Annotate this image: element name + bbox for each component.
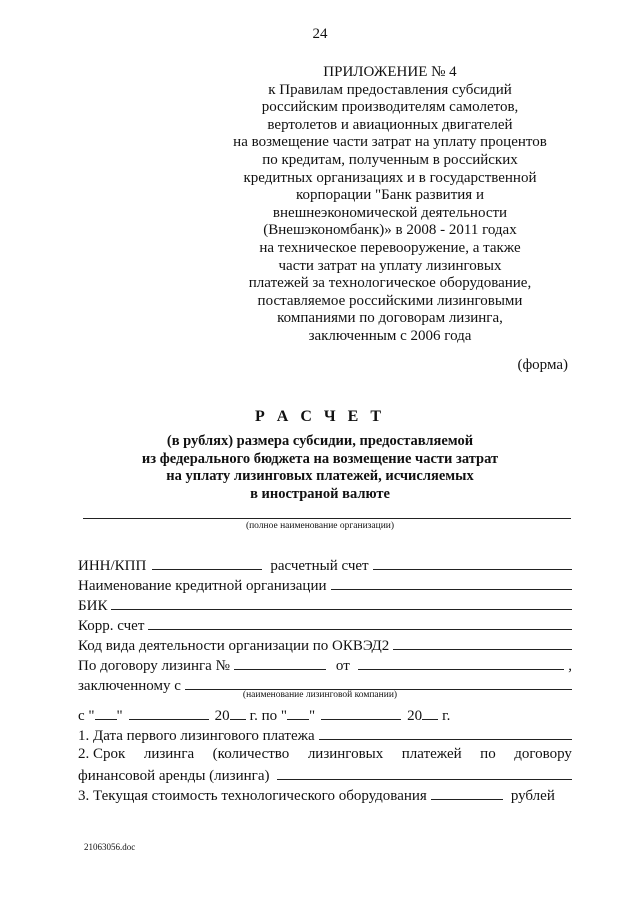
item2-word: договору (514, 746, 572, 762)
item3-label: 3. Текущая стоимость технологического оборудования (78, 788, 427, 804)
bik-field[interactable] (111, 595, 572, 610)
year-suffix: г. (442, 708, 451, 724)
item2-word: платежей (401, 746, 462, 762)
corr-account-row (78, 615, 572, 635)
account-label: расчетный счет (270, 558, 369, 574)
okved-row (78, 635, 572, 655)
appendix-line: кредитных организациях и в государственной (243, 169, 537, 186)
appendix-line: (Внешэкономбанк)» в 2008 - 2011 годах (263, 222, 517, 239)
year-prefix: 20 (407, 708, 423, 724)
bik-label: БИК (78, 598, 108, 614)
appendix-line: российским производителям самолетов, (261, 99, 519, 116)
item1-row (78, 725, 572, 745)
subtitle-line: из федерального бюджета на возмещение части затрат (141, 450, 499, 467)
bank-name-label: Наименование кредитной организации (78, 578, 327, 594)
lease-date-field[interactable] (358, 655, 565, 670)
lease-contract-number-field[interactable] (234, 655, 326, 670)
year-prefix: 20 (214, 708, 230, 724)
period-from-day-field[interactable] (95, 705, 117, 720)
item2-line2: финансовой аренды (лизинга) (78, 768, 270, 784)
concluded-with-label: заключенному с (78, 678, 181, 694)
document-title: Р А С Ч Е Т (255, 408, 385, 425)
subtitle-line: в иностраной валюте (250, 485, 390, 502)
leasing-company-field[interactable] (185, 675, 572, 690)
appendix-line: платежей за технологическое оборудование, (248, 275, 532, 292)
page-number: 24 (312, 26, 328, 42)
inn-kpp-field[interactable] (152, 555, 262, 570)
appendix-line: внешнеэкономической деятельности (272, 204, 508, 221)
first-payment-date-field[interactable] (319, 725, 572, 740)
okved-field[interactable] (393, 635, 572, 650)
item2-word: по (480, 746, 496, 762)
leasing-company-caption: (наименование лизинговой компании) (242, 690, 398, 700)
form-label: (форма) (517, 357, 568, 373)
period-to-day-field[interactable] (287, 705, 309, 720)
bank-name-row (78, 575, 572, 595)
appendix-header (230, 64, 550, 346)
item2-word: 2. Срок (78, 746, 126, 762)
inn-kpp-label: ИНН/КПП (78, 558, 147, 574)
appendix-line: к Правилам предоставления субсидий (268, 81, 512, 98)
item2-word: (количество (212, 746, 290, 762)
item2-word: лизинговых (307, 746, 384, 762)
lease-from-label: от (335, 658, 350, 674)
period-to-label: г. по " (249, 708, 288, 724)
appendix-line: заключенным с 2006 года (308, 327, 472, 344)
quote-close: " (309, 708, 316, 724)
appendix-line: компаниями по договорам лизинга, (277, 310, 503, 327)
comma: , (568, 658, 572, 674)
period-row (78, 705, 572, 725)
lease-term-field[interactable] (277, 765, 572, 780)
appendix-line: части затрат на уплату лизинговых (278, 257, 502, 274)
item2-row (78, 745, 572, 763)
organization-name-caption: (полное наименование организации) (245, 521, 395, 531)
period-to-month-field[interactable] (321, 705, 401, 720)
account-field[interactable] (373, 555, 572, 570)
bik-row (78, 595, 572, 615)
lease-contract-label: По договору лизинга № (78, 658, 230, 674)
item2-word: лизинга (143, 746, 195, 762)
okved-label: Код вида деятельности организации по ОКВЭД2 (78, 638, 390, 654)
bank-name-field[interactable] (331, 575, 573, 590)
period-from-year-field[interactable] (230, 705, 246, 720)
item1-label: 1. Дата первого лизингового платежа (78, 728, 315, 744)
currency-label: рублей (510, 788, 555, 804)
inn-account-row (78, 555, 572, 575)
equipment-value-field[interactable] (431, 785, 503, 800)
period-from-month-field[interactable] (129, 705, 209, 720)
subtitle-line: (в рублях) размера субсидии, предоставляемой (166, 433, 474, 449)
appendix-line: по кредитам, полученным в российских (262, 151, 518, 168)
quote-close: " (116, 708, 123, 724)
corr-account-field[interactable] (148, 615, 572, 630)
lease-contract-row (78, 655, 572, 675)
item2-continuation-row (78, 765, 572, 785)
item3-row (78, 785, 572, 805)
appendix-line: на техническое перевооружение, а также (259, 239, 521, 256)
appendix-line: вертолетов и авиационных двигателей (267, 116, 513, 133)
organization-name-field[interactable] (83, 517, 571, 519)
corr-account-label: Корр. счет (78, 618, 145, 634)
appendix-line: поставляемое российскими лизинговыми (257, 292, 523, 309)
subtitle-line: на уплату лизинговых платежей, исчисляемых (166, 468, 474, 484)
period-from-prefix: с " (78, 708, 95, 724)
appendix-heading: ПРИЛОЖЕНИЕ № 4 (323, 64, 457, 80)
appendix-line: корпорации "Банк развития и (296, 187, 484, 204)
appendix-line: на возмещение части затрат на уплату процентов (233, 134, 547, 151)
period-to-year-field[interactable] (422, 705, 438, 720)
file-name-footer: 21063056.doc (84, 842, 136, 852)
document-subtitle (0, 433, 640, 503)
